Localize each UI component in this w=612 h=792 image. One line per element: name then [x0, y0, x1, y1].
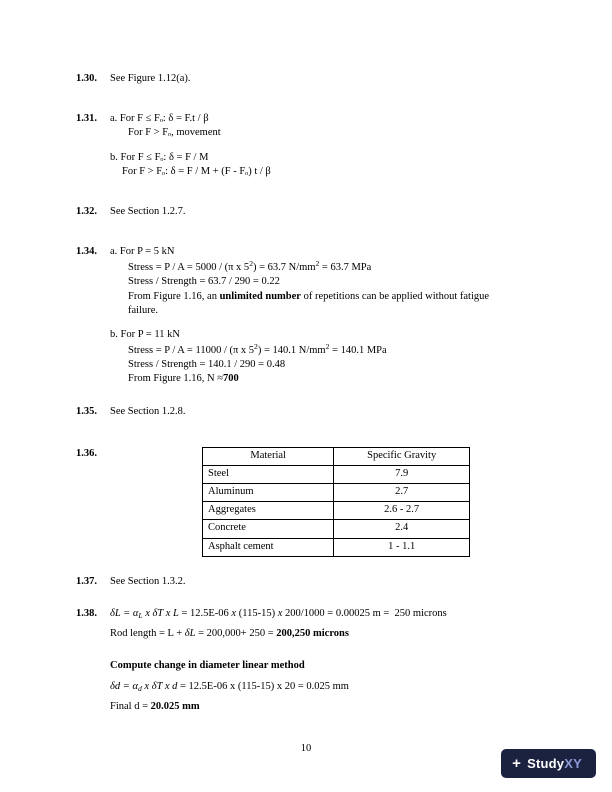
- item-number: 1.32.: [76, 205, 97, 217]
- item-number: 1.37.: [76, 575, 97, 587]
- table-cell-material: Asphalt cement: [203, 538, 334, 556]
- item-body: [110, 205, 540, 219]
- item-line-compute-heading: Compute change in diameter linear method: [110, 660, 305, 672]
- solution-item-1-37: [76, 575, 540, 589]
- item-body: [110, 575, 540, 589]
- solution-item-1-38: [76, 607, 540, 714]
- table-header-material: Material: [203, 447, 334, 465]
- item-line: failure.: [128, 304, 159, 316]
- table-row: [203, 502, 470, 520]
- item-line: See Section 1.2.8.: [110, 405, 186, 417]
- item-number: 1.34.: [76, 246, 97, 258]
- table-row: [203, 538, 470, 556]
- item-line-fatigue-b: From Figure 1.16, N ≈700: [128, 373, 239, 385]
- table-header-row: [203, 447, 470, 465]
- item-body: [110, 607, 540, 714]
- item-line: For F > Fₒ: δ = F / M + (F - Fₒ) t / β: [122, 165, 271, 177]
- item-line-stress-a: Stress = P / A = 5000 / (π x $5^2) = 63.7$ $N/mm^2 = 63.7$ MPa: [128, 259, 372, 274]
- solution-item-1-32: [76, 205, 540, 219]
- item-body: [110, 112, 540, 179]
- item-line: For F > Fₒ, movement: [128, 127, 221, 139]
- item-line: a. For F ≤ Fₒ: δ = F.t / β: [110, 113, 209, 125]
- item-line-stress-b: Stress = P / A = 11000 / (π x $5^2) = 140.1$ $N/mm^2 = 140.1$ MPa: [128, 342, 387, 357]
- item-line-final-d: Final d = 20.025 mm: [110, 700, 200, 712]
- solution-item-1-34: [76, 245, 540, 387]
- studyxy-watermark: [501, 749, 596, 778]
- solution-item-1-30: [76, 72, 540, 86]
- item-line: See Section 1.3.2.: [110, 575, 186, 587]
- solution-item-1-31: [76, 112, 540, 179]
- item-line: b. For F ≤ Fₒ: δ = F / M: [110, 151, 209, 163]
- item-line: See Figure 1.12(a).: [110, 73, 191, 84]
- item-body: [110, 405, 540, 419]
- table-cell-material: Aluminum: [203, 484, 334, 502]
- item-line-rod-length: Rod length = L + δL = 200,000+ 250 = 200,250 microns: [110, 628, 349, 640]
- table-cell-gravity: 2.7: [334, 484, 470, 502]
- item-line: Stress / Strength = 63.7 / 290 = 0.22: [128, 276, 280, 288]
- item-line-deltaL: $\delta L = \alpha_L$ x δT x L = 12.5E-06 x (115-15) x 200/1000 = 0.00025 m = 250 microns: [110, 607, 447, 620]
- table-row: [203, 465, 470, 483]
- table-header-specific-gravity: Specific Gravity: [334, 447, 470, 465]
- table-row: [203, 484, 470, 502]
- item-body: [110, 245, 540, 387]
- table-cell-gravity: 7.9: [334, 465, 470, 483]
- item-number: 1.36.: [76, 447, 97, 459]
- table-cell-material: Concrete: [203, 520, 334, 538]
- item-body: [110, 447, 540, 557]
- table-cell-material: Aggregates: [203, 502, 334, 520]
- table-cell-gravity: 1 - 1.1: [334, 538, 470, 556]
- table-row: [203, 520, 470, 538]
- item-line-deltad: $\delta d = \alpha_d$ x δT x d = 12.5E-06 x (115-15) x 20 = 0.025 mm: [110, 680, 349, 693]
- page-number: 10: [300, 743, 312, 754]
- solution-item-1-35: [76, 405, 540, 419]
- item-number: 1.30.: [76, 73, 97, 84]
- table-cell-gravity: 2.6 - 2.7: [334, 502, 470, 520]
- item-number: 1.38.: [76, 607, 97, 619]
- item-number: 1.35.: [76, 405, 97, 417]
- table-cell-gravity: 2.4: [334, 520, 470, 538]
- item-number: 1.31.: [76, 113, 97, 125]
- item-line: a. For P = 5 kN: [110, 246, 175, 258]
- watermark-study: Study: [527, 756, 565, 771]
- table-cell-material: Steel: [203, 465, 334, 483]
- watermark-xy: XY: [564, 756, 582, 771]
- item-body: [110, 72, 540, 86]
- watermark-label: [527, 756, 582, 771]
- item-line-fatigue-a: From Figure 1.16, an unlimited number of repetitions can be applied without fatigue: [128, 290, 490, 302]
- solution-item-1-36: [76, 447, 540, 557]
- specific-gravity-table: [202, 447, 470, 557]
- item-line: Stress / Strength = 140.1 / 290 = 0.48: [128, 359, 286, 371]
- plus-icon: +: [512, 755, 522, 772]
- item-line: b. For P = 11 kN: [110, 328, 180, 340]
- item-line: See Section 1.2.7.: [110, 205, 186, 217]
